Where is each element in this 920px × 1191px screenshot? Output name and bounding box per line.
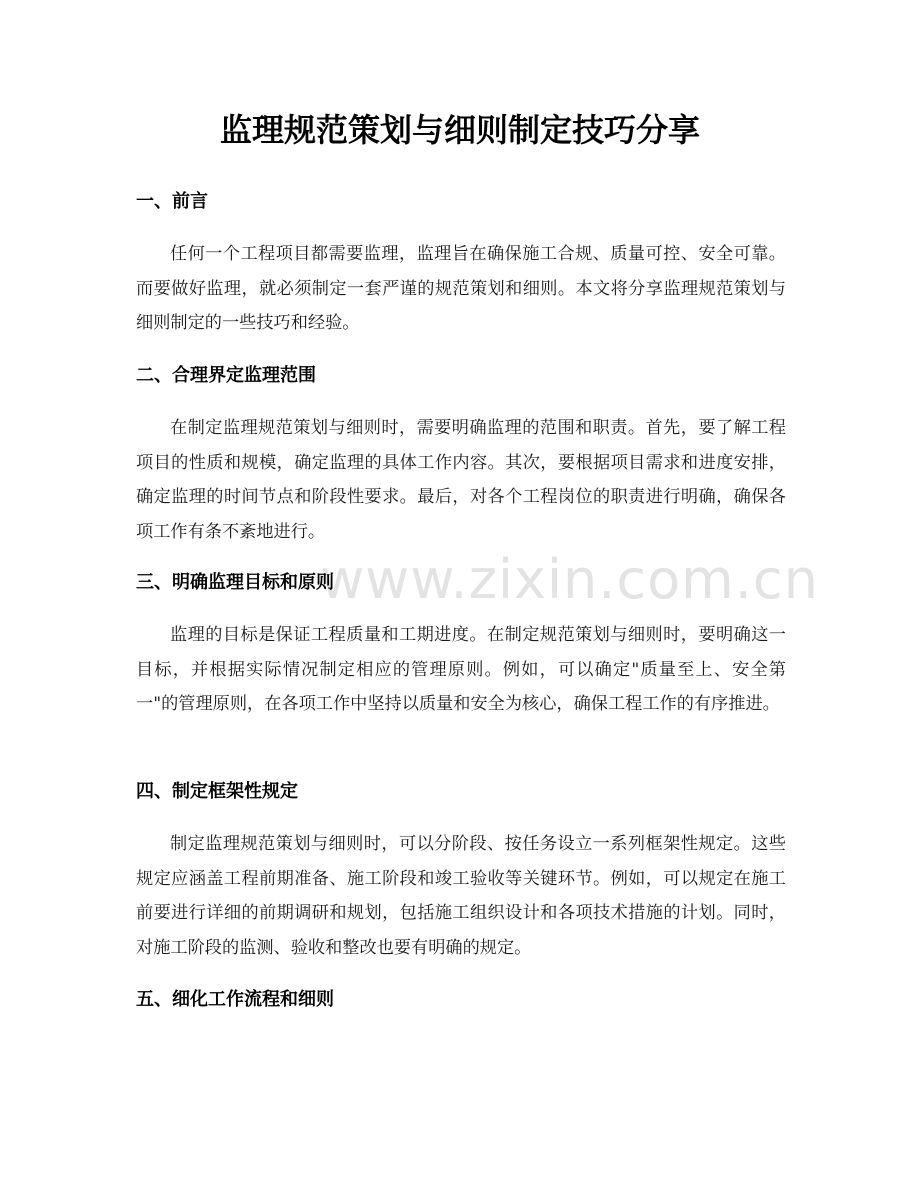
section-scope xyxy=(136,363,786,549)
section-preface xyxy=(136,189,786,341)
section-heading: 二、合理界定监理范围 xyxy=(136,365,316,386)
section-body: 任何一个工程项目都需要监理，监理旨在确保施工合规、质量可控、安全可靠。而要做好监理，就必须制定一套严谨的规范策划和细则。本文将分享监理规范策划与细则制定的一些技巧和经验。 xyxy=(136,244,786,333)
section-body: 在制定监理规范策划与细则时，需要明确监理的范围和职责。首先，要了解工程项目的性质和规模，确定监理的具体工作内容。其次，要根据项目需求和进度安排，确定监理的时间节点和阶段性要求。最后，对各个工程岗位的职责进行明确，确保各项工作有条不紊地进行。 xyxy=(136,418,786,542)
section-workflow xyxy=(136,987,786,1013)
section-body: 制定监理规范策划与细则时，可以分阶段、按任务设立一系列框架性规定。这些规定应涵盖工程前期准备、施工阶段和竣工验收等关键环节。例如，可以规定在施工前要进行详细的前期调研和规划，包括施工组织设计和各项技术措施的计划。同时，对施工阶段的监测、验收和整改也要有明确的规定。 xyxy=(136,834,786,958)
section-heading: 四、制定框架性规定 xyxy=(136,781,298,802)
section-body: 监理的目标是保证工程质量和工期进度。在制定规范策划与细则时，要明确这一目标，并根据实际情况制定相应的管理原则。例如，可以确定"质量至上、安全第一"的管理原则，在各项工作中坚持以质量和安全为核心，确保工程工作的有序推进。 xyxy=(136,625,786,714)
watermark: www.zixin.com.cn xyxy=(320,548,819,611)
section-heading: 五、细化工作流程和细则 xyxy=(136,989,334,1010)
page-title: 监理规范策划与细则制定技巧分享 xyxy=(219,111,700,149)
section-framework xyxy=(136,779,786,965)
section-goals xyxy=(136,570,786,722)
section-heading: 三、明确监理目标和原则 xyxy=(136,572,334,593)
section-heading: 一、前言 xyxy=(136,191,208,212)
